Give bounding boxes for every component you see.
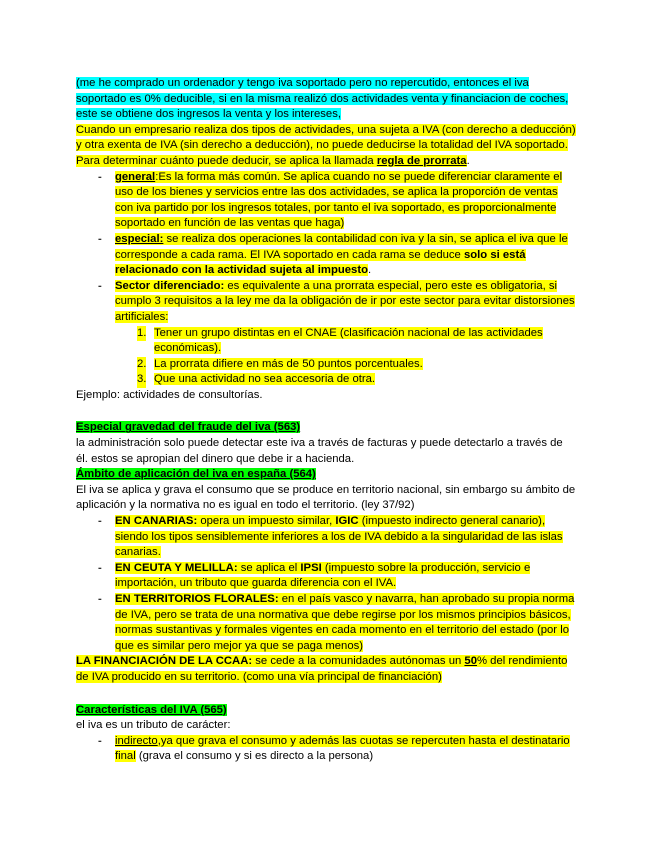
dash-bullet: - bbox=[98, 734, 102, 747]
intro-note bbox=[76, 76, 576, 123]
regla-prorrata-term: regla de prorrata bbox=[376, 154, 467, 167]
dash-bullet: - bbox=[98, 561, 102, 574]
section-heading-ambito: Ámbito de aplicación del iva en españa (564) bbox=[76, 468, 316, 481]
numbered-item: 2. La prorrata difiere en más de 50 puntos porcentuales. bbox=[76, 357, 576, 373]
dash-bullet: - bbox=[98, 593, 102, 605]
numbered-item: 3. Que una actividad no sea accesoria de otra. bbox=[76, 372, 576, 388]
list-item-sector-diferenciado: - Sector diferenciado: es equivalente a una prorrata especial, pero este es obligatoria, si cumplo 3 requisitos a la ley me da la obligación de ir por este sector para evitar distorsiones artificiales: bbox=[98, 279, 575, 323]
section-text-fraude: la administración solo puede detectar este iva a través de facturas y puede detectarlo a través de él. estos se apropian del dinero que debe ir a hacienda. bbox=[76, 437, 563, 465]
dash-bullet: - bbox=[98, 279, 102, 292]
dash-bullet: - bbox=[98, 515, 102, 528]
item-label: general bbox=[115, 170, 156, 183]
numbered-item: 1. Tener un grupo distintas en el CNAE (clasificación nacional de las actividades económicas). bbox=[137, 326, 543, 355]
dash-bullet: - bbox=[98, 170, 102, 183]
list-item-canarias: - EN CANARIAS: opera un impuesto similar, IGIC (impuesto indirecto general canario), siendo los tipos sensiblemente inferiores a los de IVA debido a la singularidad de las islas canarias. bbox=[98, 515, 563, 559]
document-page bbox=[76, 76, 576, 765]
section-heading-fraude: Especial gravedad del fraude del iva (563) bbox=[76, 421, 301, 434]
section-text-caracteristicas: el iva es un tributo de carácter: bbox=[76, 719, 231, 732]
list-item-general: - general:Es la forma más común. Se aplica cuando no se puede diferenciar claramente el uso de los bienes y servicios entre las dos actividades, se aplica la proporción de ventas con iva partido por los ingresos totales, por tanto el iva soportado, es proporcionalmente soportado en función de las ventas que haga) bbox=[98, 170, 563, 230]
item-label: especial: bbox=[115, 232, 164, 245]
intro-text: Cuando un empresario realiza dos tipos de actividades, una sujeta a IVA (con derecho a deducción) y otra exenta de IVA (sin derecho a deducción), no puede deducirse la totalidad del IVA soportado. Para determinar cuánto puede deducir, se aplica la llamada bbox=[76, 123, 576, 167]
list-item-especial: - especial: se realiza dos operaciones la contabilidad con iva y la sin, se aplica el iva que le corresponde a cada rama. El IVA soportado en cada rama se deduce solo si está relacionado con la actividad sujeta al impuesto. bbox=[98, 232, 568, 277]
ejemplo-line: Ejemplo: actividades de consultorías. bbox=[76, 388, 263, 401]
dash-bullet: - bbox=[98, 232, 102, 245]
section-text-ambito: El iva se aplica y grava el consumo que se produce en territorio nacional, sin embargo su ámbito de aplicación y la normativa no es igual en todo el territorio. (ley 37/92) bbox=[76, 483, 576, 512]
ccaa-paragraph: LA FINANCIACIÓN DE LA CCAA: se cede a la comunidades autónomas un 50% del rendimiento de IVA producido en su territorio. (como una vía principal de financiación) bbox=[76, 655, 568, 683]
list-item-indirecto: - indirecto,ya que grava el consumo y además las cuotas se repercuten hasta el destinatario final (grava el consumo y si es directo a la persona) bbox=[98, 734, 570, 763]
section-heading-caracteristicas: Características del IVA (565) bbox=[76, 703, 227, 716]
item-label: Sector diferenciado: bbox=[115, 279, 225, 292]
intro-cyan-text: (me he comprado un ordenador y tengo iva soportado pero no repercutido, entonces el iva soportado es 0% deducible, si en la misma realizó dos actividades venta y financiacion de coches, este se obtiene dos ingresos la venta y los intereses, bbox=[76, 77, 569, 121]
intro-paragraph: Cuando un empresario realiza dos tipos de actividades, una sujeta a IVA (con derecho a deducción) y otra exenta de IVA (sin derecho a deducción), no puede deducirse la totalidad del IVA soportado. Para determinar cuánto puede deducir, se aplica la llamada regla de prorrata. bbox=[76, 123, 576, 167]
list-item-ceuta-melilla: - EN CEUTA Y MELILLA: se aplica el IPSI (impuesto sobre la producción, servicio e importación, un tributo que guarda diferencia con el IVA. bbox=[98, 561, 531, 590]
list-item-territorios-forales: - EN TERRITORIOS FLORALES: en el país vasco y navarra, han aprobado su propia norma de IVA, pero se trata de una normativa que debe regirse por los mismos principios básicos, normas sustantivas y formales vigentes en cada momento en el territorio del estado (por lo que es similar pero mejor ya que se paga menos) bbox=[98, 593, 575, 652]
